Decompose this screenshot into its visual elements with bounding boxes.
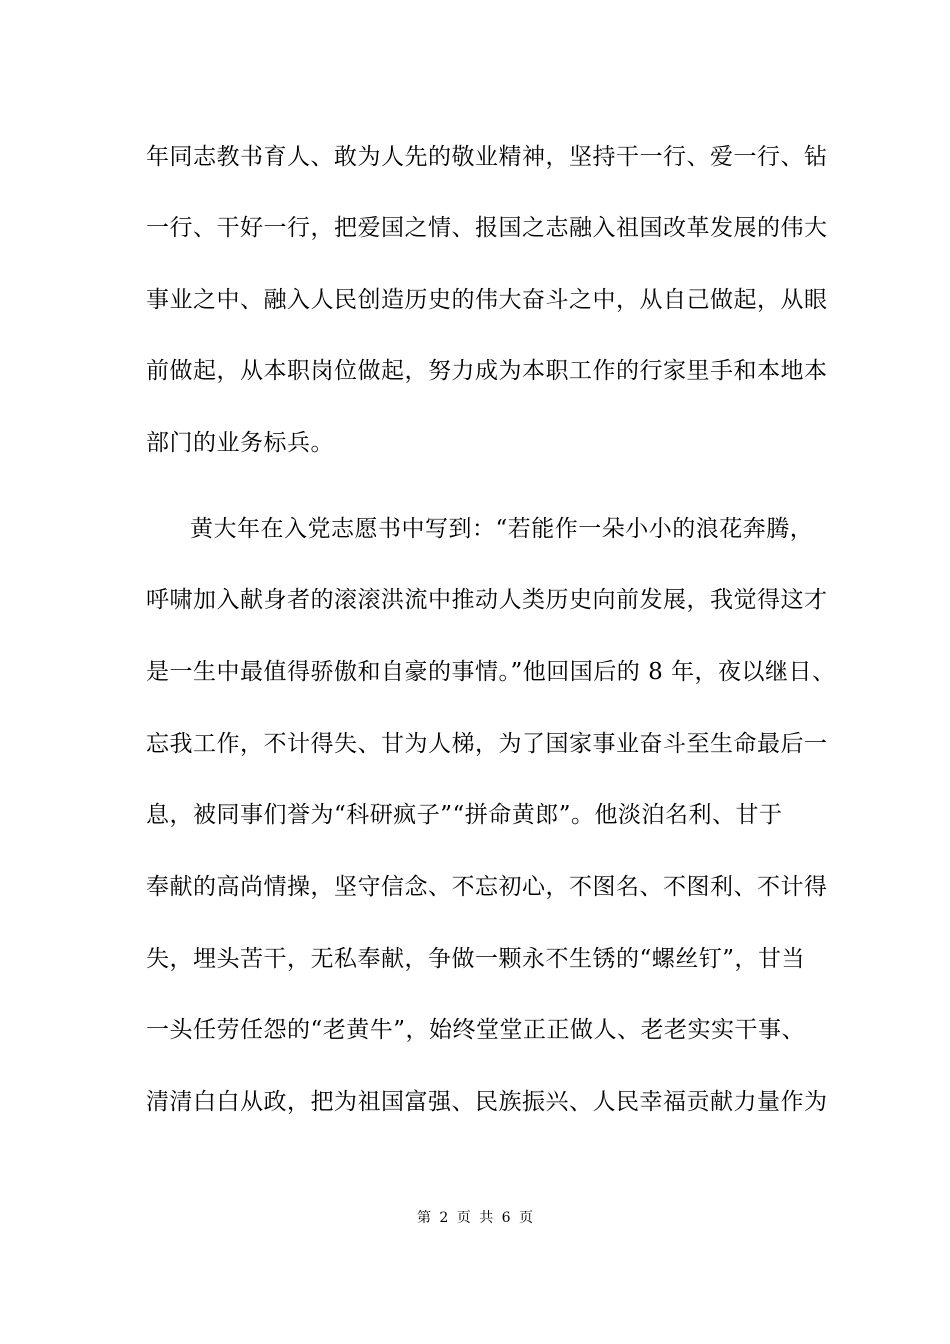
text-line: 部门的业务标兵。 <box>146 430 334 456</box>
page-number-footer: 第 2 页 共 6 页 <box>416 1210 534 1226</box>
text-line: 忘我工作，不计得失、甘为人梯，为了国家事业奋斗至生命最后一 <box>146 731 828 757</box>
text-line: 呼啸加入献身者的滚滚洪流中推动人类历史向前发展，我觉得这才 <box>146 587 828 613</box>
text-line: 是一生中最值得骄傲和自豪的事情。”他回国后的 8 年，夜以继日、 <box>146 659 836 685</box>
text-line: 前做起，从本职岗位做起，努力成为本职工作的行家里手和本地本 <box>146 358 828 384</box>
text-line: 一行、干好一行，把爱国之情、报国之志融入祖国改革发展的伟大 <box>146 215 828 241</box>
paragraph-first-line: 黄大年在入党志愿书中写到：“若能作一朵小小的浪花奔腾， <box>190 516 814 542</box>
text-line: 年同志教书育人、敢为人先的敬业精神，坚持干一行、爱一行、钻 <box>146 144 828 170</box>
text-line: 息，被同事们誉为“科研疯子”“拼命黄郎”。他淡泊名利、甘于 <box>146 802 783 828</box>
text-line: 奉献的高尚情操，坚守信念、不忘初心，不图名、不图利、不计得 <box>146 874 828 900</box>
text-line: 清清白白从政，把为祖国富强、民族振兴、人民幸福贡献力量作为 <box>146 1089 828 1115</box>
text-line: 事业之中、融入人民创造历史的伟大奋斗之中，从自己做起，从眼 <box>146 287 828 313</box>
text-line: 失，埋头苦干，无私奉献，争做一颗永不生锈的“螺丝钉”，甘当 <box>146 946 806 972</box>
text-line: 一头任劳任怨的“老黄牛”，始终堂堂正正做人、老老实实干事、 <box>146 1017 806 1043</box>
